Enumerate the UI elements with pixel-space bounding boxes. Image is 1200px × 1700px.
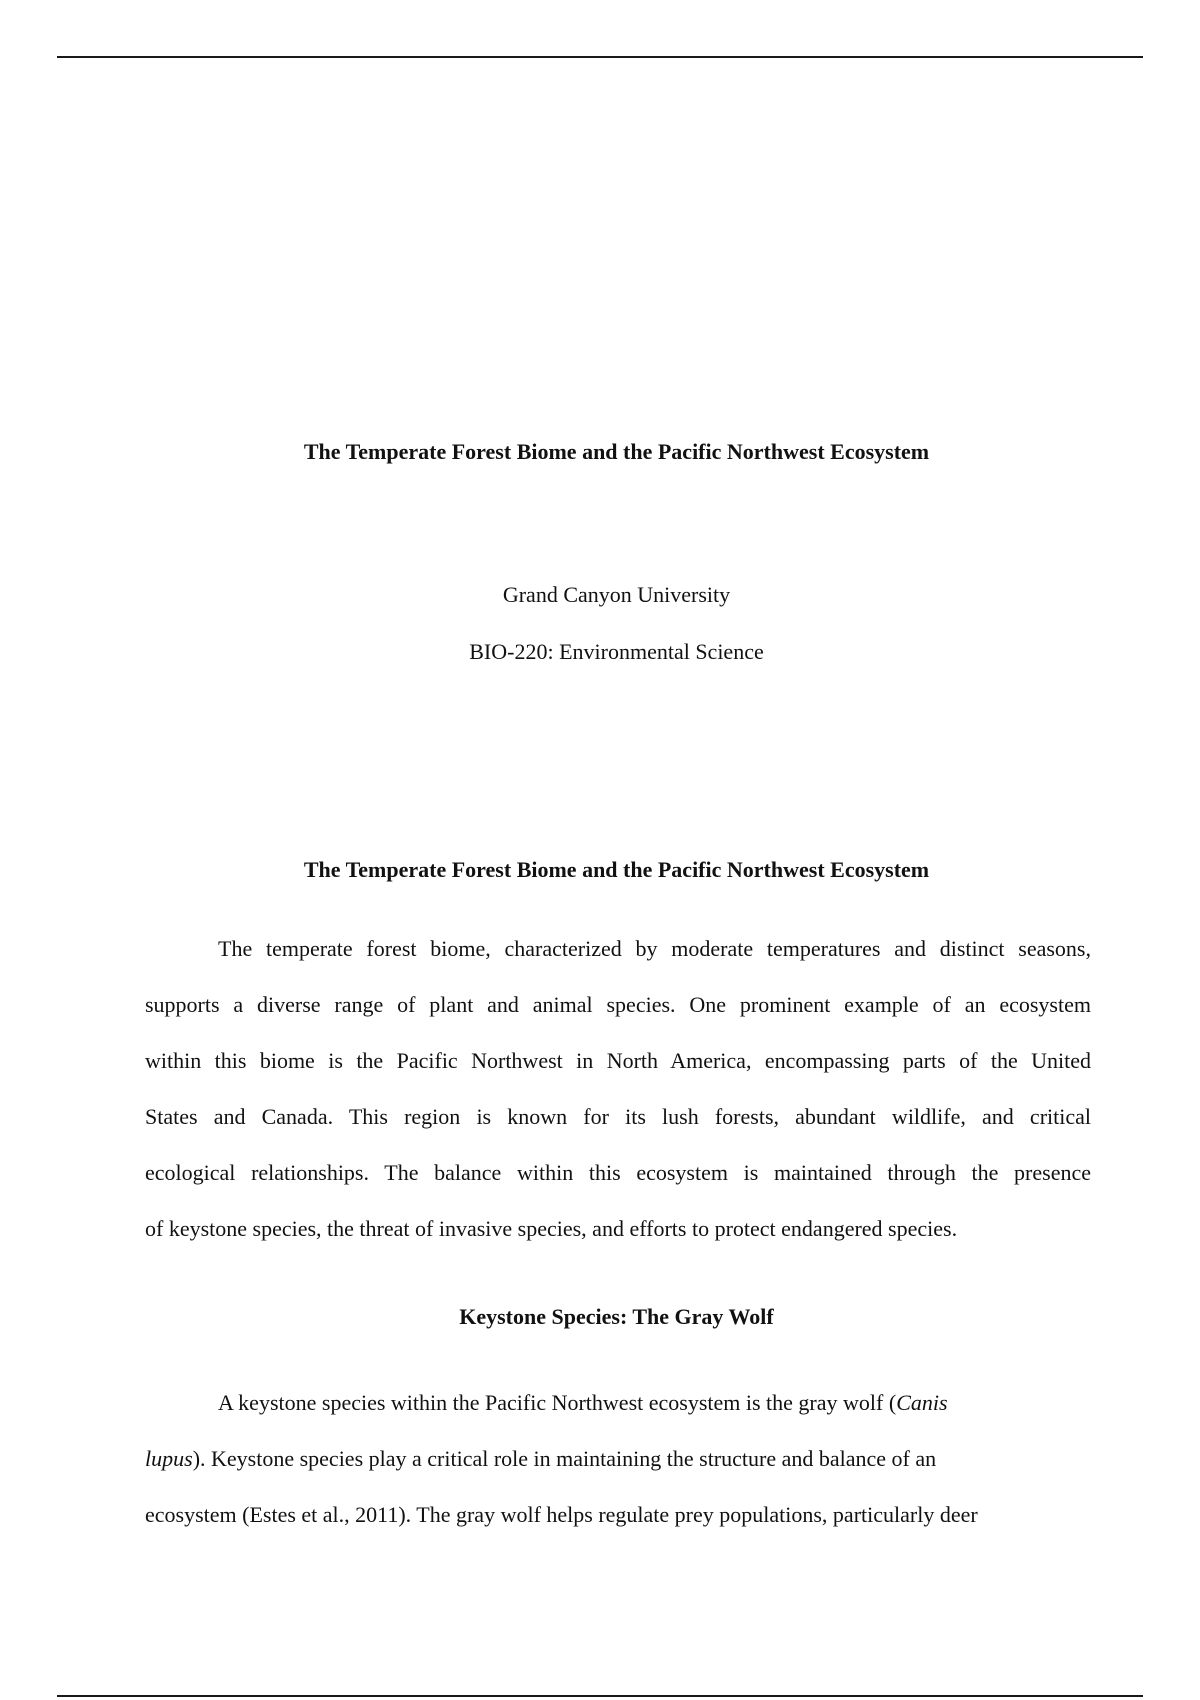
keystone-line-1-text: A keystone species within the Pacific Northwest ecosystem is the gray wolf (	[218, 1390, 897, 1415]
keystone-paragraph	[145, 1375, 1091, 1543]
keystone-line-1	[145, 1375, 1091, 1431]
species-name-epithet: lupus	[145, 1446, 193, 1471]
course-name: BIO-220: Environmental Science	[469, 639, 764, 664]
intro-line-3: within this biome is the Pacific Northwest in North America, encompassing parts of the United	[145, 1048, 1091, 1073]
body-heading: The Temperate Forest Biome and the Pacific Northwest Ecosystem	[303, 857, 930, 882]
species-name-genus: Canis	[896, 1390, 948, 1415]
keystone-line-3: ecosystem (Estes et al., 2011). The gray wolf helps regulate prey populations, particularly deer	[145, 1502, 978, 1527]
section-heading-keystone: Keystone Species: The Gray Wolf	[459, 1304, 774, 1329]
intro-line-5: ecological relationships. The balance within this ecosystem is maintained through the presence	[145, 1160, 1091, 1185]
intro-line-4: States and Canada. This region is known for its lush forests, abundant wildlife, and critical	[145, 1104, 1091, 1129]
title-page-title: The Temperate Forest Biome and the Pacific Northwest Ecosystem	[303, 439, 930, 464]
intro-paragraph	[145, 921, 1091, 1257]
footer-rule	[57, 1695, 1143, 1697]
keystone-line-2	[145, 1431, 1091, 1487]
intro-line-1: The temperate forest biome, characterized by moderate temperatures and distinct seasons,	[218, 936, 1091, 961]
institution-name: Grand Canyon University	[502, 582, 731, 607]
intro-line-6: of keystone species, the threat of invasive species, and efforts to protect endangered species.	[145, 1216, 958, 1241]
keystone-line-2-text: ). Keystone species play a critical role in maintaining the structure and balance of an	[192, 1446, 937, 1471]
header-rule	[57, 56, 1143, 58]
intro-line-2: supports a diverse range of plant and animal species. One prominent example of an ecosystem	[145, 992, 1091, 1017]
